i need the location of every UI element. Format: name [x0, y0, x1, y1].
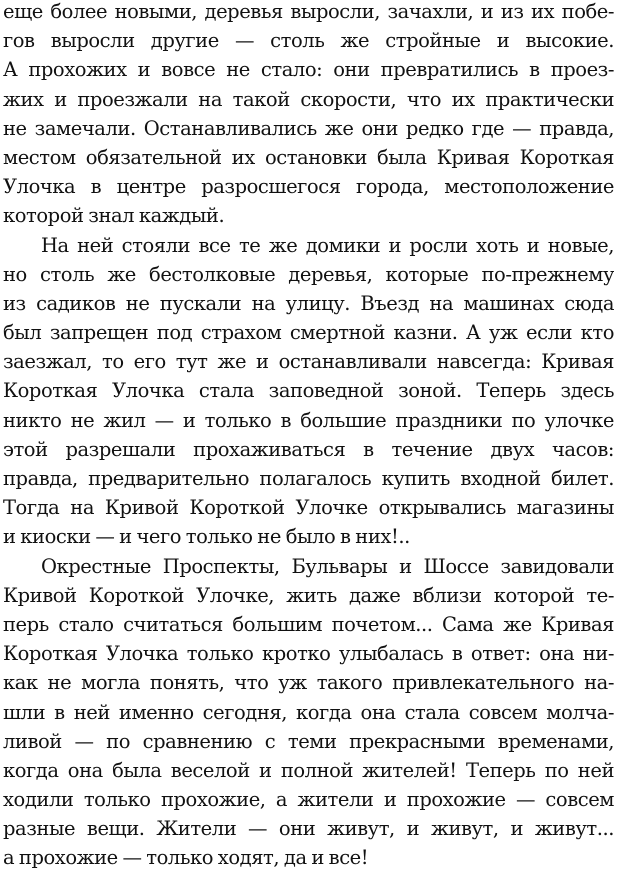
paragraph-3: [3, 552, 614, 873]
text-line: из садиков не пускали на улицу. Въезд на машинах сюда: [3, 291, 614, 315]
text-line: местом обязательной их остановки была Кривая Короткая: [3, 145, 614, 169]
text-line: еще более новыми, деревья выросли, зачахли, и из их побе-: [3, 0, 614, 23]
text-line: Тогда на Кривой Короткой Улочке открывались магазины: [3, 496, 614, 520]
text-line: А прохожих и вовсе не стало: они превратились в проез-: [3, 58, 614, 82]
paragraph-1: [3, 0, 614, 231]
text-line: и киоски — и чего только не было в них!..: [3, 525, 410, 549]
text-line: жих и проезжали на такой скорости, что их практически: [3, 87, 614, 111]
text-line: а прохожие — только ходят, да и все!: [3, 846, 369, 870]
text-line: шли в ней именно сегодня, когда она стала совсем молча-: [3, 700, 614, 724]
text-line: которой знал каждый.: [3, 204, 225, 228]
text-line: заезжал, то его тут же и останавливали навсегда: Кривая: [3, 350, 614, 374]
text-line: На ней стояли все те же домики и росли хоть и новые,: [41, 233, 614, 257]
text-line: Окрестные Проспекты, Бульвары и Шоссе завидовали: [41, 554, 614, 578]
text-line: был запрещен под страхом смертной казни. А уж если кто: [3, 321, 614, 345]
text-line: правда, предварительно полагалось купить входной билет.: [3, 467, 614, 490]
text-line: Короткая Улочка только кротко улыбалась в ответ: она ни-: [3, 642, 614, 666]
text-line: Улочка в центре разросшегося города, местоположение: [3, 175, 614, 199]
paragraph-2: [3, 231, 614, 552]
text-line: этой разрешали прохаживаться в течение двух часов:: [3, 437, 614, 461]
text-line: как не могла понять, что уж такого привлекательного на-: [3, 671, 614, 695]
text-line: перь стало считаться большим почетом... Сама же Кривая: [3, 612, 614, 636]
text-line: гов выросли другие — столь же стройные и высокие.: [3, 29, 614, 53]
text-line: никто не жил — и только в большие праздники по улочке: [3, 408, 614, 432]
text-line: но столь же бестолковые деревья, которые по-прежнему: [3, 262, 614, 286]
text-line: когда она была веселой и полной жителей! Теперь по ней: [3, 758, 614, 782]
text-line: ходили только прохожие, а жители и прохожие — совсем: [3, 788, 614, 812]
text-line: разные вещи. Жители — они живут, и живут, и живут...: [3, 817, 614, 841]
text-line: Короткая Улочка стала заповедной зоной. Теперь здесь: [3, 379, 614, 403]
text-line: Кривой Короткой Улочке, жить даже вблизи которой те-: [3, 583, 614, 607]
text-line: не замечали. Останавливались же они редко где — правда,: [3, 116, 614, 140]
text-line: ливой — по сравнению с теми прекрасными временами,: [3, 729, 614, 753]
